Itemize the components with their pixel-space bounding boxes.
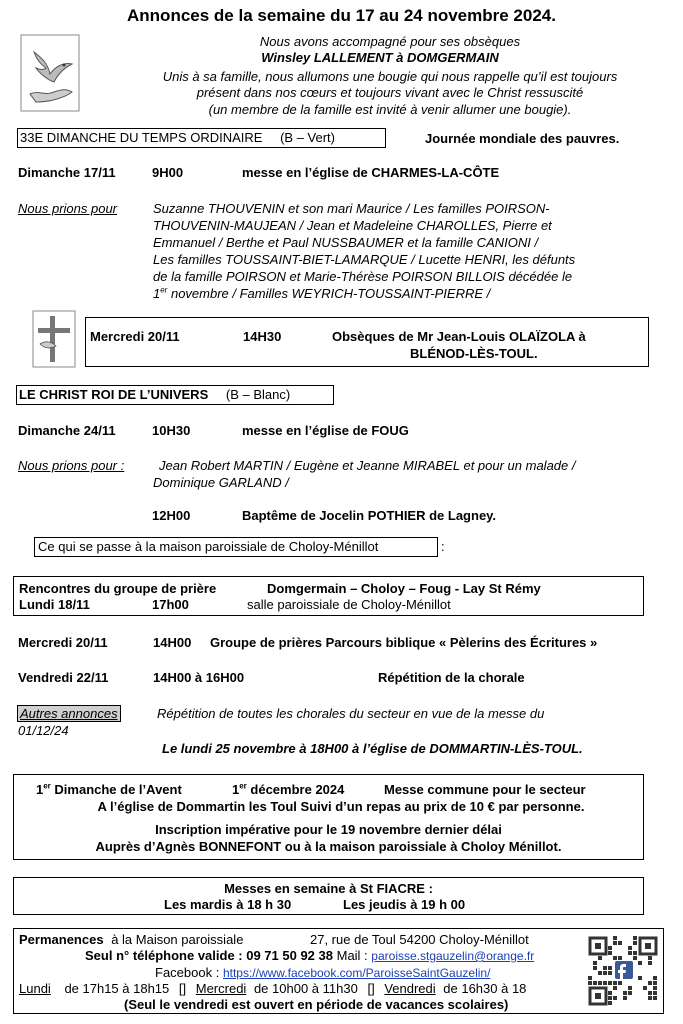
other-text2: 01/12/24 xyxy=(18,723,69,738)
sunday1-time: 9H00 xyxy=(152,165,184,180)
qr-cell xyxy=(608,1001,612,1005)
baptism-event: Baptême de Jocelin POTHIER de Lagney. xyxy=(242,508,497,523)
fri-event: Répétition de la chorale xyxy=(378,670,525,685)
sunday1-heading: 33E DIMANCHE DU TEMPS ORDINAIRE (B – Vert) xyxy=(20,130,336,145)
obituary-line2: Unis à sa famille, nous allumons une bougie qui nous rappelle qu’il est toujours xyxy=(162,69,618,84)
perm-fb-label: Facebook : xyxy=(155,965,220,980)
prayer-group-time: 17h00 xyxy=(152,597,189,612)
sunday1-note: Journée mondiale des pauvres. xyxy=(425,131,620,146)
qr-cell xyxy=(613,936,617,940)
qr-cell xyxy=(608,966,612,970)
qr-cell xyxy=(593,961,597,965)
perm-line1 xyxy=(19,932,243,948)
qr-cell xyxy=(613,996,617,1000)
perm-mail-label: Mail : xyxy=(336,948,368,963)
qr-cell xyxy=(613,986,617,990)
prayers-label: Nous prions pour xyxy=(18,201,117,216)
qr-cell xyxy=(608,946,612,950)
qr-cell xyxy=(653,991,657,995)
qr-cell xyxy=(633,941,637,945)
weekday-thu: Les jeudis à 19 h 00 xyxy=(343,897,466,912)
qr-cell xyxy=(633,956,637,960)
sunday2-time: 10H30 xyxy=(152,423,191,438)
qr-cell xyxy=(608,991,612,995)
other-text3: Le lundi 25 novembre à 18H00 à l’église de DOMMARTIN-LÈS-TOUL. xyxy=(162,741,583,756)
maison-label: Ce qui se passe à la maison paroissiale de Choloy-Ménillot xyxy=(38,539,379,554)
qr-cell xyxy=(638,976,642,980)
qr-cell xyxy=(653,981,657,985)
qr-cell xyxy=(608,996,612,1000)
perm-address: 27, rue de Toul 54200 Choloy-Ménillot xyxy=(310,932,529,947)
wed-time: 14H00 xyxy=(153,635,192,650)
qr-cell xyxy=(628,951,632,955)
prayers-label-2: Nous prions pour : xyxy=(18,458,125,473)
qr-cell xyxy=(608,971,612,975)
qr-cell xyxy=(623,991,627,995)
qr-cell xyxy=(653,976,657,980)
funeral-day: Mercredi 20/11 xyxy=(90,329,180,344)
prayers-line: Emmanuel / Berthe et Paul NUSSBAUMER et la famille CANIONI / xyxy=(153,235,539,250)
qr-cell xyxy=(618,956,622,960)
qr-cell xyxy=(613,956,617,960)
sunday1-event: messe en l’église de CHARMES-LA-CÔTE xyxy=(242,165,500,180)
qr-cell xyxy=(628,991,632,995)
perm-hours: Lundi de 17h15 à 18h15 [] Mercredi de 10h00 à 11h30 [] Vendredi de 16h30 à 18 xyxy=(19,981,527,996)
qr-cell xyxy=(623,996,627,1000)
qr-cell xyxy=(633,936,637,940)
sunday2-heading: LE CHRIST ROI DE L’UNIVERS (B – Blanc) xyxy=(19,387,291,402)
prayer-group-day: Lundi 18/11 xyxy=(19,597,90,612)
qr-cell xyxy=(593,981,597,985)
qr-cell xyxy=(618,981,622,985)
qr-cell xyxy=(598,981,602,985)
qr-cell xyxy=(608,951,612,955)
obituary-name: Winsley LALLEMENT à DOMGERMAIN xyxy=(261,50,499,65)
obituary-line1: Nous avons accompagné pour ses obsèques xyxy=(259,34,521,49)
dove-candle-icon xyxy=(20,34,80,112)
perm-holiday: (Seul le vendredi est ouvert en période de vacances scolaires) xyxy=(124,997,509,1012)
other-text1: Répétition de toutes les chorales du secteur en vue de la messe du xyxy=(157,706,545,721)
qr-cell xyxy=(608,981,612,985)
qr-cell xyxy=(598,971,602,975)
weekday-tue: Les mardis à 18 h 30 xyxy=(164,897,292,912)
liturgical-color: (B – Blanc) xyxy=(225,387,291,402)
qr-cell xyxy=(603,971,607,975)
perm-phone: Seul n° téléphone valide : 09 71 50 92 38 xyxy=(85,948,333,963)
perm-label: Permanences xyxy=(19,932,104,947)
funeral-time: 14H30 xyxy=(243,329,282,344)
prayer-group-place: salle paroissiale de Choloy-Ménillot xyxy=(247,597,451,612)
qr-cell xyxy=(648,996,652,1000)
qr-cell xyxy=(593,966,597,970)
prayers-line: Les familles TOUSSAINT-BIET-LAMARQUE / Lucette HENRI, les défunts xyxy=(153,252,576,267)
qr-cell xyxy=(618,941,622,945)
obituary-line3: présent dans nos cœurs et toujours vivant avec le Christ ressuscité xyxy=(196,85,584,100)
fri-day: Vendredi 22/11 xyxy=(18,670,109,685)
prayers-line: 1er novembre / Familles WEYRICH-TOUSSAINT-PIERRE / xyxy=(153,285,491,301)
wed-day: Mercredi 20/11 xyxy=(18,635,108,650)
weekday-title: Messes en semaine à St FIACRE : xyxy=(224,881,433,896)
sunday2-day: Dimanche 24/11 xyxy=(18,423,116,438)
qr-cell xyxy=(588,981,592,985)
qr-cell xyxy=(648,981,652,985)
advent-line3: Inscription impérative pour le 19 novembre dernier délai xyxy=(155,822,502,837)
prayers-line: THOUVENIN-MAUJEAN / Jean et Madeleine CHAROLLES, Pierre et xyxy=(153,218,552,233)
prayers-line: Jean Robert MARTIN / Eugène et Jeanne MIRABEL et pour un malade / xyxy=(159,458,576,473)
qr-cell xyxy=(603,981,607,985)
obituary-line4: (un membre de la famille est invité à venir allumer une bougie). xyxy=(208,102,572,117)
prayer-group-places: Domgermain – Choloy – Foug - Lay St Rémy xyxy=(267,581,541,596)
qr-cell xyxy=(613,981,617,985)
qr-cell xyxy=(598,956,602,960)
qr-cell xyxy=(633,951,637,955)
liturgical-color: (B – Vert) xyxy=(280,130,336,145)
qr-cell xyxy=(628,946,632,950)
advent-line1: 1er Dimanche de l’Avent xyxy=(36,781,182,797)
sunday2-event: messe en l’église de FOUG xyxy=(242,423,409,438)
fri-time: 14H00 à 16H00 xyxy=(153,670,245,685)
qr-cell xyxy=(603,966,607,970)
perm-mail-link[interactable]: paroisse.stgauzelin@orange.fr xyxy=(371,949,535,963)
prayers-line: Suzanne THOUVENIN et son mari Maurice / Les familles POIRSON- xyxy=(153,201,550,216)
perm-fb-link[interactable]: https://www.facebook.com/ParoisseSaintGauzelin/ xyxy=(222,966,491,980)
wed-event: Groupe de prières Parcours biblique « Pèlerins des Écritures » xyxy=(210,635,598,650)
prayer-group-title: Rencontres du groupe de prière xyxy=(19,581,217,596)
baptism-time: 12H00 xyxy=(152,508,191,523)
advent-line2: A l’église de Dommartin les Toul Suivi d’un repas au prix de 10 € par personne. xyxy=(97,799,585,814)
prayers-line: Dominique GARLAND / xyxy=(153,475,289,490)
qr-cell xyxy=(638,961,642,965)
advent-date: 1er décembre 2024 xyxy=(232,781,345,797)
sunday1-day: Dimanche 17/11 xyxy=(18,165,116,180)
qr-cell xyxy=(653,996,657,1000)
qr-cell xyxy=(648,991,652,995)
prayers-line: de la famille POIRSON et Marie-Thérèse POIRSON BILLOIS décédée le xyxy=(153,269,573,284)
advent-line4: Auprès d’Agnès BONNEFONT ou à la maison paroissiale à Choloy Ménillot. xyxy=(95,839,562,854)
other-label: Autres annonces xyxy=(17,705,121,722)
perm-line3 xyxy=(155,965,490,981)
funeral-line2: BLÉNOD-LÈS-TOUL. xyxy=(410,346,538,361)
qr-cell xyxy=(653,986,657,990)
qr-cell xyxy=(628,986,632,990)
perm-place: à la Maison paroissiale xyxy=(111,932,244,947)
qr-cell xyxy=(613,941,617,945)
qr-cell xyxy=(648,956,652,960)
qr-cell xyxy=(643,986,647,990)
qr-code-icon[interactable] xyxy=(588,936,658,1006)
perm-line2 xyxy=(85,948,534,964)
qr-cell xyxy=(648,961,652,965)
funeral-line1: Obsèques de Mr Jean-Louis OLAÏZOLA à xyxy=(332,329,586,344)
advent-mass: Messe commune pour le secteur xyxy=(384,782,586,797)
page-title: Annonces de la semaine du 17 au 24 novembre 2024. xyxy=(127,6,556,25)
maison-colon: : xyxy=(441,539,445,554)
qr-cell xyxy=(588,976,592,980)
cross-dove-icon xyxy=(32,310,76,368)
